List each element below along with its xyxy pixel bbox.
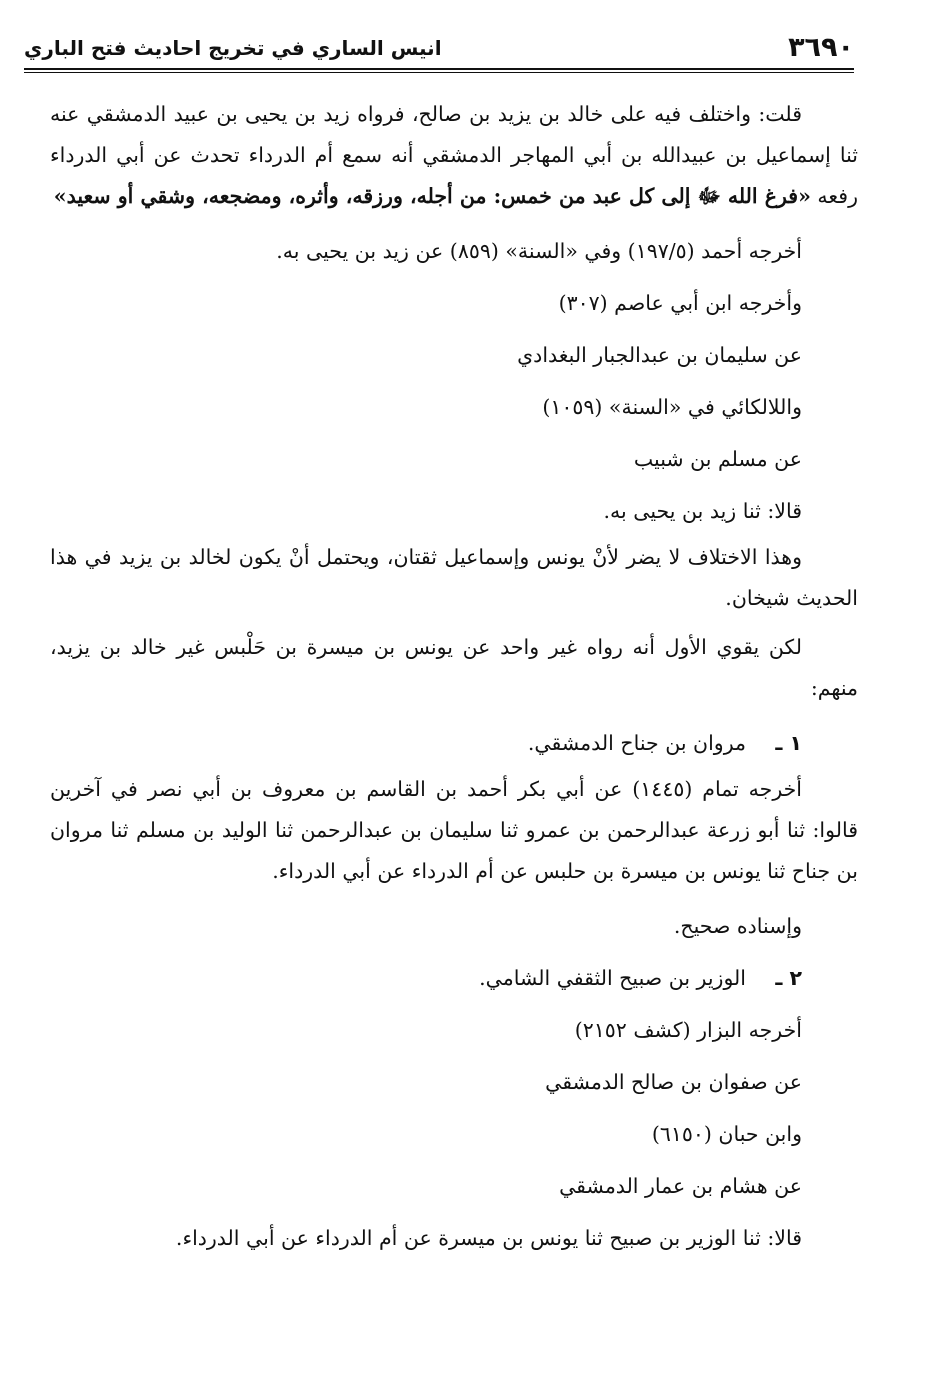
header-rule — [24, 68, 854, 73]
list-item-text: مروان بن جناح الدمشقي. — [527, 731, 746, 755]
text-line: أخرجه أحمد (١٩٧/٥) وفي «السنة» (٨٥٩) عن زيد بن يحيى به. — [276, 239, 802, 263]
page-body — [50, 94, 858, 1264]
text-line: وإسناده صحيح. — [673, 914, 802, 938]
text-line: عن هشام بن عمار الدمشقي — [559, 1174, 802, 1198]
paragraph: لكن يقوي الأول أنه رواه غير واحد عن يونس بن ميسرة بن حَلْبس غير خالد بن يزيد، منهم: — [50, 635, 858, 700]
list-item-2 — [50, 952, 858, 1004]
list-item-text: الوزير بن صبيح الثقفي الشامي. — [479, 966, 746, 990]
text-line: عن صفوان بن صالح الدمشقي — [545, 1070, 802, 1094]
paragraph: وهذا الاختلاف لا يضر لأنْ يونس وإسماعيل ثقتان، ويحتمل أنْ يكون لخالد بن يزيد في هذا الحديث شيخان. — [50, 545, 858, 610]
text-line: وابن حبان (٦١٥٠) — [651, 1122, 802, 1146]
paragraph-intro — [50, 94, 858, 217]
text-line: أخرجه البزار (كشف ٢١٥٢) — [574, 1018, 802, 1042]
list-item-1 — [50, 717, 858, 769]
text-line: قالا: ثنا زيد بن يحيى به. — [603, 499, 802, 523]
paragraph-intro-text: قلت: واختلف فيه على خالد بن يزيد بن صالح، فرواه زيد بن يحيى بن عبيد الدمشقي عنه ثنا إسماعيل بن عبيدالله بن أبي المهاجر الدمشقي أنه سمع أم الدرداء تحدث عن أبي الدرداء رفعه — [50, 102, 858, 208]
page-number: ٣٦٩٠ — [788, 32, 854, 63]
text-line: عن سليمان بن عبدالجبار البغدادي — [517, 343, 802, 367]
text-line: عن مسلم بن شبيب — [633, 447, 802, 471]
text-line: وأخرجه ابن أبي عاصم (٣٠٧) — [558, 291, 802, 315]
paragraph: أخرجه تمام (١٤٤٥) عن أبي بكر أحمد بن القاسم بن معروف بن أبي نصر في آخرين قالوا: ثنا أبو زرعة عبدالرحمن بن عمرو ثنا سليمان بن عبدالرحمن ثنا الوليد بن مسلم ثنا مروان بن جناح ثنا يونس بن ميسرة بن حلبس عن أم الدرداء عن أبي الدرداء. — [50, 777, 858, 883]
list-item-number: ٢ ـ — [775, 966, 802, 990]
text-line: واللالكائي في «السنة» (١٠٥٩) — [542, 395, 802, 419]
hadith-text: «فرغ الله ﷻ إلى كل عبد من خمس: من أجله، ورزقه، وأثره، ومضجعه، وشقي أو سعيد» — [53, 184, 811, 208]
page-header — [24, 28, 854, 74]
running-title: انيس الساري في تخريج احاديث فتح الباري — [24, 36, 442, 60]
list-item-number: ١ ـ — [775, 731, 802, 755]
text-line: قالا: ثنا الوزير بن صبيح ثنا يونس بن ميسرة عن أم الدرداء عن أبي الدرداء. — [175, 1226, 802, 1250]
